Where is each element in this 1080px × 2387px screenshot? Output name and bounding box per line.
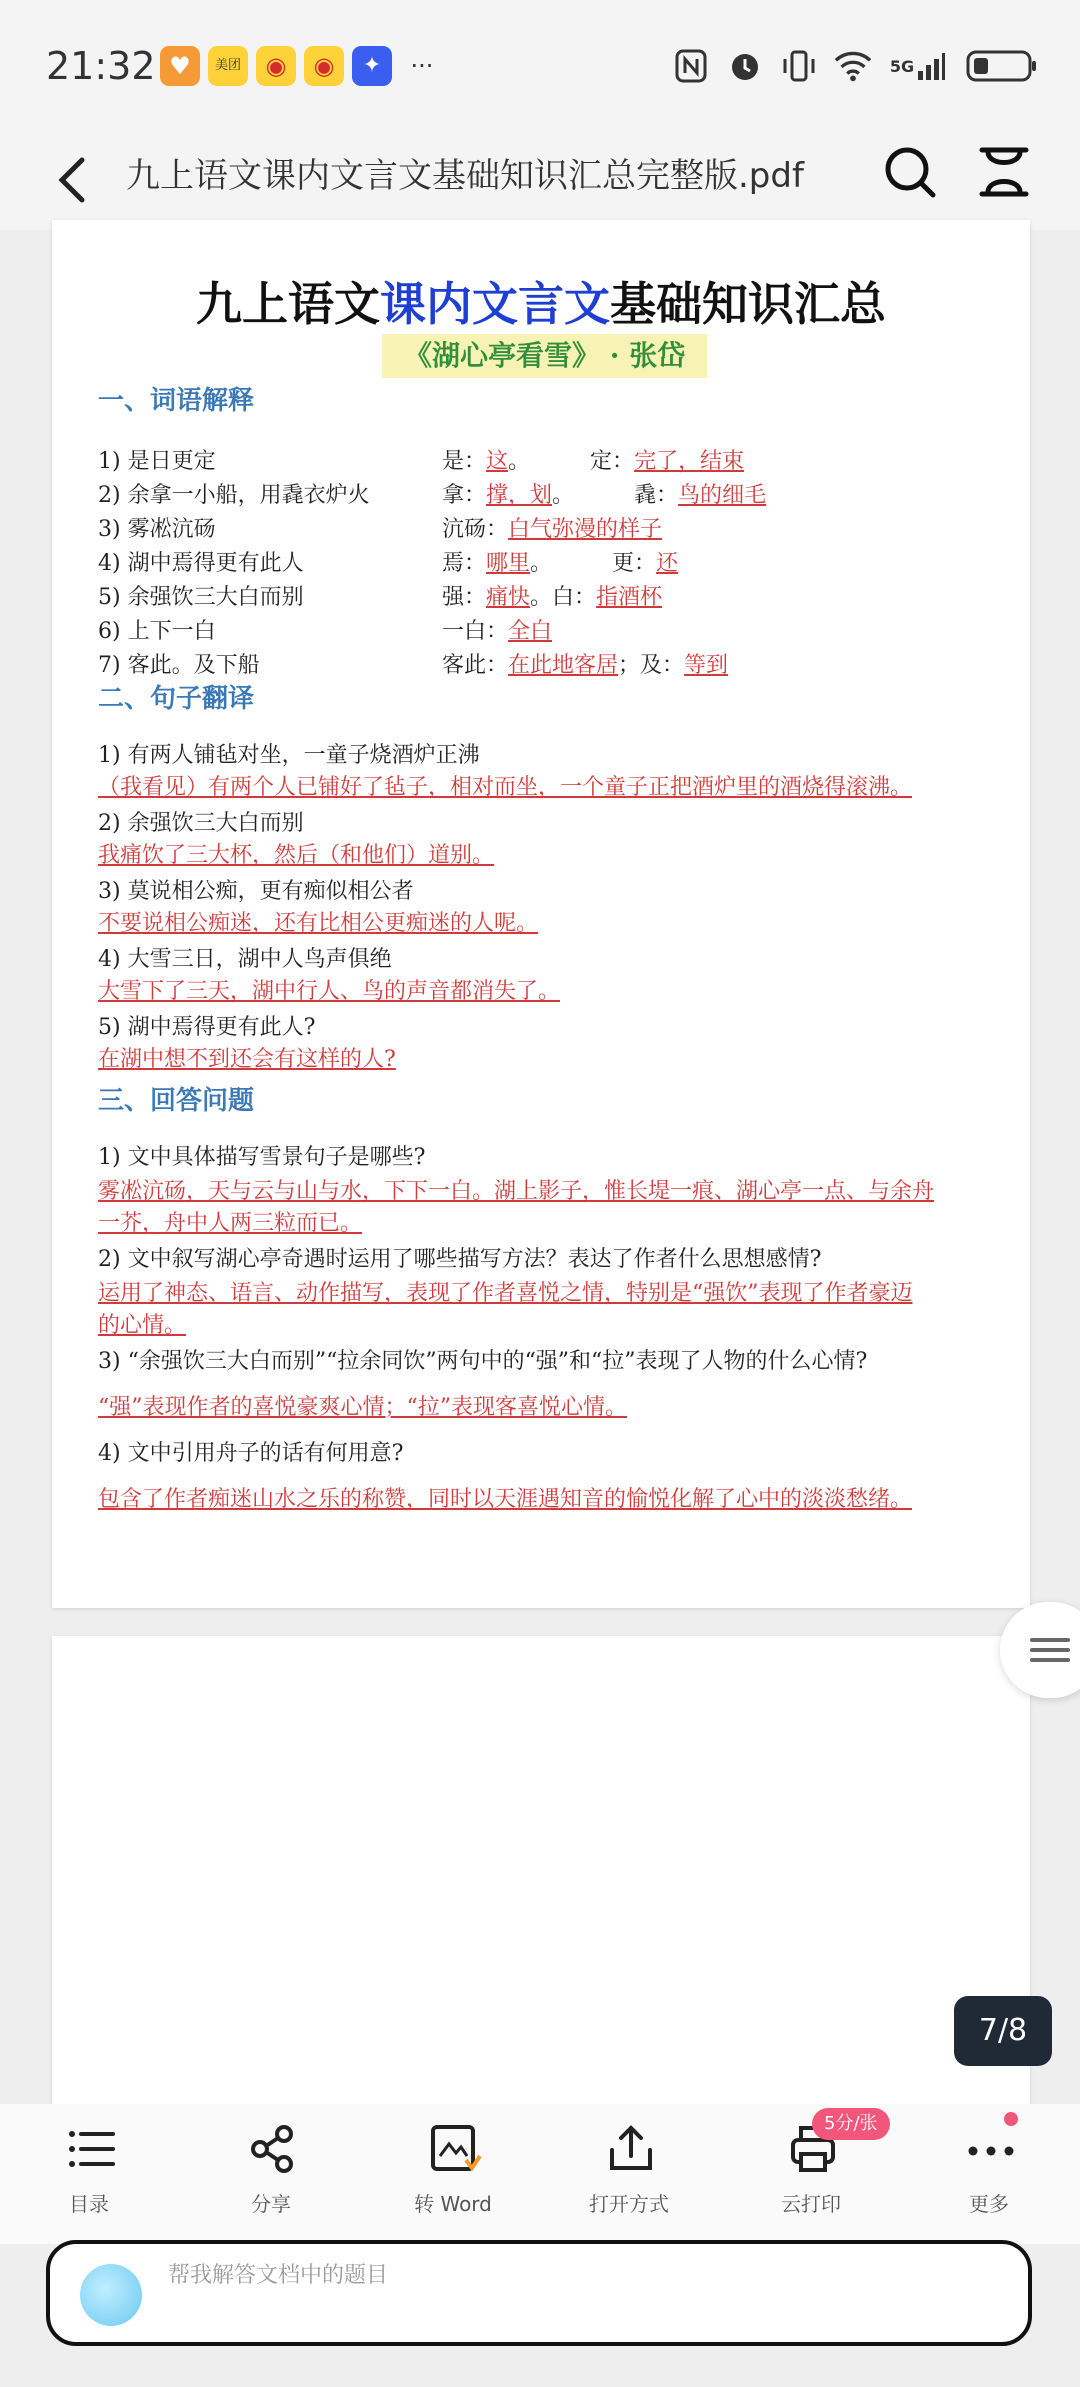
translation-answer: 我痛饮了三大杯，然后（和他们）道别。 xyxy=(98,843,495,868)
translation-answer: 不要说相公痴迷，还有比相公更痴迷的人呢。 xyxy=(98,911,539,936)
vocab-term: 6) 上下一白 xyxy=(98,619,216,644)
vocab-answer: 在此地客居 xyxy=(508,653,619,678)
open-with-icon xyxy=(604,2122,658,2176)
vocab-explanation xyxy=(442,614,552,645)
toolbar-label: 云打印 xyxy=(781,2192,841,2216)
toolbar-more-button[interactable] xyxy=(914,2104,1064,2244)
vocab-key: 强： xyxy=(442,585,487,610)
vocab-term: 5) 余强饮三大白而别 xyxy=(98,585,304,610)
vocab-term: 7) 客此。及下船 xyxy=(98,653,260,678)
list-icon xyxy=(64,2122,118,2176)
share-icon xyxy=(246,2122,300,2176)
battery-icon xyxy=(964,48,1040,84)
vocab-explanation xyxy=(442,478,766,509)
answer-text: 包含了作者痴迷山水之乐的称赞，同时以天涯遇知音的愉悦化解了心中的淡淡愁绪。 xyxy=(98,1487,913,1512)
question-text: 4) 文中引用舟子的话有何用意? xyxy=(98,1441,404,1466)
title-pre: 九上语文 xyxy=(196,277,380,331)
notification-dot xyxy=(1004,2112,1018,2126)
vocab-term: 1) 是日更定 xyxy=(98,449,216,474)
vocab-key: 一白： xyxy=(442,619,509,644)
nfc-icon xyxy=(672,48,710,84)
answer-text: 运用了神态、语言、动作描写，表现了作者喜悦之情，特别是“强饮”表现了作者豪迈 xyxy=(98,1281,913,1306)
vocab-key: 拿： xyxy=(442,483,487,508)
print-price-badge: 5分/张 xyxy=(812,2108,890,2140)
section-heading: 二、句子翻译 xyxy=(98,684,255,714)
question-text: 3) “余强饮三大白而别”“拉余同饮”两句中的“强”和“拉”表现了人物的什么心情? xyxy=(98,1349,868,1374)
vocab-explanation xyxy=(442,580,662,611)
heart-app-icon: ♥ xyxy=(160,46,200,86)
weibo-app-icon-2: ◉ xyxy=(304,46,344,86)
signal-icon xyxy=(888,48,948,84)
toolbox-icon[interactable] xyxy=(974,142,1034,202)
vocab-answer: 这 xyxy=(486,449,509,474)
question-text: 1) 文中具体描写雪景句子是哪些? xyxy=(98,1145,426,1170)
pdf-page[interactable] xyxy=(52,220,1030,1608)
section-heading: 一、词语解释 xyxy=(98,386,255,416)
vocab-key: 沆砀： xyxy=(442,517,509,542)
vocab-key: 。白： xyxy=(530,585,597,610)
title-post: 基础知识汇总 xyxy=(610,277,886,331)
vocab-explanation xyxy=(442,444,744,475)
more-notifications-icon: ··· xyxy=(410,52,434,80)
toolbar-label: 分享 xyxy=(251,2192,291,2216)
vocab-answer: 等到 xyxy=(684,653,729,678)
ai-assistant-bar[interactable] xyxy=(46,2240,1032,2346)
toolbar-label: 目录 xyxy=(69,2192,109,2216)
vocab-term: 2) 余拿一小船，用毳衣炉火 xyxy=(98,483,370,508)
vocab-answer: 全白 xyxy=(508,619,553,644)
translation-answer: 在湖中想不到还会有这样的人? xyxy=(98,1047,396,1072)
system-status-icons xyxy=(672,48,1040,84)
vocab-explanation xyxy=(442,648,728,679)
vocab-key: 更： xyxy=(612,551,657,576)
vocab-answer: 指酒杯 xyxy=(596,585,663,610)
star-app-icon: ✦ xyxy=(352,46,392,86)
section-heading: 三、回答问题 xyxy=(98,1086,255,1116)
vocab-answer: 鸟的细毛 xyxy=(678,483,767,508)
vocab-key: 。 xyxy=(508,449,531,474)
vocab-answer: 还 xyxy=(656,551,679,576)
vocab-key: 焉： xyxy=(442,551,487,576)
vocab-answer: 白气弥漫的样子 xyxy=(508,517,663,542)
answer-text: 一芥，舟中人两三粒而已。 xyxy=(98,1211,363,1236)
toolbar-open-with-button[interactable] xyxy=(554,2104,704,2244)
translation-answer: （我看见）有两个人已铺好了毡子，相对而坐，一个童子正把酒炉里的酒烧得滚沸。 xyxy=(98,775,913,800)
back-arrow-icon[interactable] xyxy=(52,150,102,210)
toolbar-contents-button[interactable] xyxy=(14,2104,164,2244)
app-header xyxy=(0,130,1080,230)
vocab-key: 客此： xyxy=(442,653,509,678)
translation-answer: 大雪下了三天，湖中行人、鸟的声音都消失了。 xyxy=(98,979,561,1004)
translation-question: 5) 湖中焉得更有此人? xyxy=(98,1015,316,1040)
toolbar-label: 更多 xyxy=(969,2192,1009,2216)
vocab-key: 毳： xyxy=(634,483,679,508)
bottom-toolbar xyxy=(0,2104,1080,2244)
vocab-key: 定： xyxy=(590,449,635,474)
vocab-answer: 痛快 xyxy=(486,585,531,610)
more-dots-icon xyxy=(964,2122,1018,2176)
image-to-word-icon xyxy=(428,2122,482,2176)
search-icon[interactable] xyxy=(880,142,940,202)
meituan-app-icon: 美团 xyxy=(208,46,248,86)
pdf-page-next[interactable] xyxy=(52,1636,1030,2116)
translation-question: 1) 有两人铺毡对坐，一童子烧酒炉正沸 xyxy=(98,743,480,768)
vocab-term: 4) 湖中焉得更有此人 xyxy=(98,551,304,576)
handle-line xyxy=(1030,1658,1070,1662)
toolbar-to-word-button[interactable] xyxy=(378,2104,528,2244)
status-bar xyxy=(0,0,1080,130)
vocab-explanation xyxy=(442,546,678,577)
answer-text: 雾凇沆砀，天与云与山与水，下下一白。湖上影子，惟长堤一痕、湖心亭一点、与余舟 xyxy=(98,1179,935,1204)
handle-line xyxy=(1030,1638,1070,1642)
page-indicator: 7/8 xyxy=(954,1996,1052,2066)
vocab-key: 是： xyxy=(442,449,487,474)
vocab-key: 。 xyxy=(530,551,553,576)
network-type: 5G xyxy=(889,56,915,76)
toolbar-label: 打开方式 xyxy=(589,2192,669,2216)
status-time: 21:32 xyxy=(46,44,156,88)
wifi-icon xyxy=(834,48,872,84)
translation-question: 2) 余强饮三大白而别 xyxy=(98,811,304,836)
translation-question: 4) 大雪三日，湖中人鸟声俱绝 xyxy=(98,947,392,972)
toolbar-share-button[interactable] xyxy=(196,2104,346,2244)
weibo-app-icon: ◉ xyxy=(256,46,296,86)
vocab-term: 3) 雾凇沆砀 xyxy=(98,517,216,542)
vocab-answer: 完了，结束 xyxy=(634,449,745,474)
pdf-page-title xyxy=(52,268,1030,334)
vocab-key: ；及： xyxy=(618,653,685,678)
vocab-explanation xyxy=(442,512,662,543)
pdf-subtitle: 《湖心亭看雪》 · 张岱 xyxy=(382,334,707,378)
vocab-answer: 撑，划 xyxy=(486,483,553,508)
answer-text: 的心情。 xyxy=(98,1313,187,1338)
answer-text: “强”表现作者的喜悦豪爽心情；“拉”表现客喜悦心情。 xyxy=(98,1395,627,1420)
vocab-answer: 哪里 xyxy=(486,551,531,576)
handle-line xyxy=(1030,1648,1070,1652)
translation-question: 3) 莫说相公痴，更有痴似相公者 xyxy=(98,879,414,904)
vocab-key: 。 xyxy=(552,483,575,508)
question-text: 2) 文中叙写湖心亭奇遇时运用了哪些描写方法？表达了作者什么思想感情? xyxy=(98,1247,822,1272)
ai-hint-text: 帮我解答文档中的题目 xyxy=(168,2263,389,2288)
ai-assistant-icon xyxy=(80,2264,142,2326)
alarm-icon xyxy=(726,48,764,84)
vibrate-icon xyxy=(780,48,818,84)
title-blue: 课内文言文 xyxy=(380,277,610,331)
document-title: 九上语文课内文言文基础知识汇总完整版.pdf xyxy=(126,156,804,196)
toolbar-label: 转 Word xyxy=(414,2192,492,2216)
